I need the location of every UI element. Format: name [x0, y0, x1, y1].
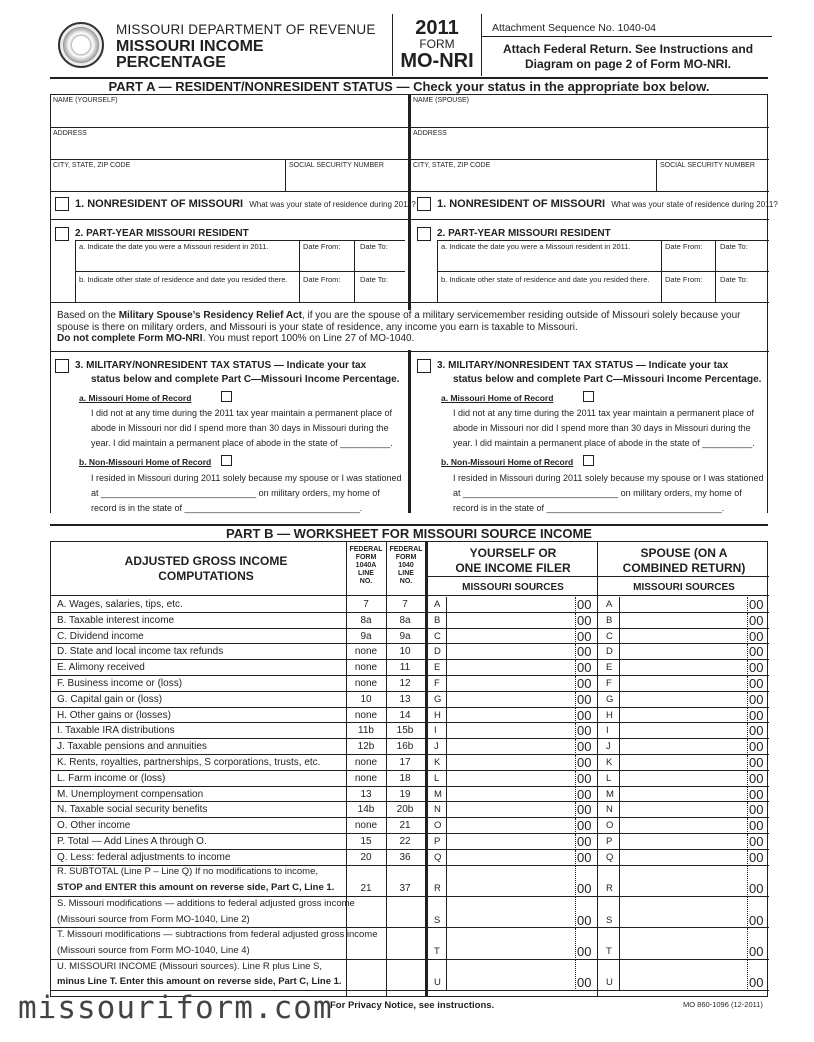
yourself-amount-input[interactable] [449, 677, 575, 690]
spouse-cents: 00 [749, 676, 764, 691]
part-year-checkbox[interactable] [55, 227, 69, 241]
row-label: (Missouri source from Form MO-1040, Line 2) [57, 913, 250, 925]
spouse-cents: 00 [749, 912, 764, 928]
row-letter: U [434, 977, 441, 989]
fed-1040a-line: 7 [363, 599, 369, 610]
form-id-box: 2011 FORM MO-NRI [392, 14, 482, 76]
name-spouse-label: NAME (SPOUSE) [413, 97, 470, 104]
watermark: missouriform.com [18, 990, 333, 1026]
spouse-part-year-checkbox[interactable] [417, 227, 431, 241]
spouse-mo-home-record-checkbox[interactable] [583, 391, 594, 402]
nonresident-label: 1. NONRESIDENT OF MISSOURI What was your state of residence during 2011? [75, 198, 416, 210]
yourself-cents: 00 [577, 943, 592, 959]
row-label: F. Business income or (loss) [57, 678, 183, 689]
spouse-amount-input[interactable] [622, 772, 746, 785]
row-label: (Missouri source from Form MO-1040, Line 4) [57, 944, 250, 956]
yourself-amount-input[interactable] [449, 709, 575, 722]
spouse-cents: 00 [749, 739, 764, 755]
fed-1040a-line: 8a [360, 614, 372, 626]
yourself-amount-input[interactable] [449, 598, 575, 611]
row-label: K. Rents, royalties, partnerships, S corporations, trusts, etc. [57, 757, 321, 768]
yourself-amount-input[interactable] [449, 788, 575, 801]
fed-1040-line: 10 [399, 646, 411, 658]
spouse-cents: 00 [749, 786, 764, 802]
yourself-amount-input[interactable] [449, 945, 575, 958]
fed-1040a-line: 10 [360, 693, 372, 705]
yourself-amount-input[interactable] [449, 740, 575, 753]
yourself-amount-input[interactable] [449, 835, 575, 848]
spouse-amount-input[interactable] [622, 661, 746, 674]
row-label: C. Dividend income [57, 630, 144, 642]
spouse-date-to-b: Date To: [720, 275, 748, 284]
worksheet-row [51, 629, 769, 645]
fed-1040a-line: 20 [360, 851, 372, 863]
ssn-label: SOCIAL SECURITY NUMBER [289, 162, 384, 169]
spouse-row-letter: N [606, 804, 613, 816]
fed-1040a-line: none [354, 646, 378, 658]
part-a-section [50, 95, 778, 513]
row-letter: Q [434, 851, 442, 863]
fed-1040-line: 16b [396, 741, 414, 753]
spouse-cents: 00 [749, 644, 764, 660]
spouse-row-letter: T [606, 945, 612, 957]
fed-1040-line: 20b [396, 804, 414, 816]
spouse-row-letter: B [606, 614, 613, 626]
spouse-address-label: ADDRESS [413, 130, 447, 137]
spouse-date-to-a: Date To: [720, 242, 748, 251]
yourself-cents: 00 [577, 802, 592, 818]
spouse-cents: 00 [749, 834, 764, 849]
row-letter: A [434, 599, 441, 610]
worksheet-row [51, 897, 769, 928]
yourself-cents: 00 [577, 770, 592, 786]
yourself-cents: 00 [577, 597, 592, 612]
fed-1040-line: 18 [399, 772, 411, 784]
fed-1040a-line: 9a [360, 630, 372, 642]
spouse-row-letter: G [606, 693, 614, 705]
spouse-cents: 00 [749, 597, 764, 612]
spouse-non-mo-home-record-label: b. Non-Missouri Home of Record [441, 457, 574, 467]
yourself-amount-input[interactable] [449, 819, 575, 832]
row-letter: P [434, 836, 441, 847]
spouse-cents: 00 [749, 612, 764, 628]
worksheet-row [51, 802, 769, 818]
spouse-amount-input[interactable] [622, 788, 746, 801]
worksheet-row [51, 960, 769, 991]
fed-1040-line: 12 [399, 678, 411, 689]
row-letter: T [434, 945, 440, 957]
fed-1040a-line: none [354, 757, 378, 768]
row-letter: C [434, 630, 441, 642]
name-yourself-label: NAME (YOURSELF) [53, 97, 118, 104]
state-seal-icon [58, 22, 104, 68]
row-label: R. SUBTOTAL (Line P – Line Q) If no modifications to income, [57, 866, 319, 878]
spouse-amount-input[interactable] [622, 851, 746, 864]
row-label: Q. Less: federal adjustments to income [57, 851, 231, 863]
city-label: CITY, STATE, ZIP CODE [53, 162, 131, 169]
spouse-part-year-b: b. Indicate other state of residence and date you resided there. [441, 275, 650, 284]
spouse-amount-input[interactable] [622, 724, 746, 737]
non-mo-home-record-checkbox[interactable] [221, 455, 232, 466]
yourself-amount-input[interactable] [449, 976, 575, 989]
row-label: P. Total — Add Lines A through O. [57, 836, 207, 847]
fed-1040a-line: none [354, 772, 378, 784]
fed-1040-line: 22 [399, 836, 411, 847]
row-letter: G [434, 693, 442, 705]
date-from-b: Date From: [303, 275, 341, 284]
mo-home-record-label: a. Missouri Home of Record [79, 393, 192, 403]
worksheet-row [51, 660, 769, 676]
spouse-cents: 00 [749, 881, 764, 897]
row-letter: O [434, 820, 442, 832]
yourself-cents: 00 [577, 691, 592, 707]
row-label: I. Taxable IRA distributions [57, 725, 175, 737]
spouse-row-letter: A [606, 599, 613, 610]
yourself-amount-input[interactable] [449, 851, 575, 864]
worksheet-row [51, 866, 769, 897]
attachment-sequence: Attachment Sequence No. 1040-04 [492, 22, 657, 34]
yourself-amount-input[interactable] [449, 693, 575, 706]
yourself-amount-input[interactable] [449, 756, 575, 769]
yourself-amount-input[interactable] [449, 630, 575, 643]
worksheet-rows [51, 597, 769, 997]
fed-1040-line: 36 [399, 851, 411, 863]
row-label: B. Taxable interest income [57, 614, 175, 626]
part-year-a: a. Indicate the date you were a Missouri resident in 2011. [79, 242, 269, 251]
fed-1040a-line: none [354, 820, 378, 832]
yourself-cents: 00 [577, 660, 592, 676]
spouse-amount-input[interactable] [622, 882, 746, 895]
spouse-row-letter: R [606, 883, 613, 895]
worksheet-row [51, 723, 769, 739]
fed-1040-line: 21 [399, 820, 411, 832]
dept-name: MISSOURI DEPARTMENT OF REVENUE [116, 22, 376, 37]
form-title: MISSOURI INCOME PERCENTAGE [116, 38, 264, 71]
spouse-row-letter: J [606, 741, 611, 753]
spouse-cents: 00 [749, 975, 764, 991]
yourself-cents: 00 [577, 707, 592, 723]
yourself-amount-input[interactable] [449, 645, 575, 658]
spouse-amount-input[interactable] [622, 756, 746, 769]
spouse-amount-input[interactable] [622, 976, 746, 989]
row-label: S. Missouri modifications — additions to federal adjusted gross income [57, 897, 355, 909]
row-letter: B [434, 614, 441, 626]
spouse-row-letter: M [606, 788, 614, 800]
spouse-military-checkbox[interactable] [417, 359, 431, 373]
worksheet-row [51, 755, 769, 771]
nonresident-checkbox[interactable] [55, 197, 69, 211]
spouse-row-letter: I [606, 725, 609, 737]
spouse-mo-sources: MISSOURI SOURCES [633, 582, 735, 593]
fed-1040a-line: 21 [360, 883, 372, 895]
fed-1040a-line: none [354, 678, 378, 689]
spouse-row-letter: S [606, 914, 613, 926]
row-label: STOP and ENTER this amount on reverse side, Part C, Line 1. [57, 882, 335, 894]
spouse-amount-input[interactable] [622, 598, 746, 611]
spouse-amount-input[interactable] [622, 914, 746, 927]
part-b-worksheet [50, 542, 768, 997]
worksheet-row [51, 787, 769, 803]
row-letter: H [434, 709, 441, 721]
fed-1040-line: 13 [399, 693, 411, 705]
spouse-cents: 00 [749, 802, 764, 818]
worksheet-row [51, 708, 769, 724]
row-letter: E [434, 662, 441, 674]
row-letter: N [434, 804, 441, 816]
address-label: ADDRESS [53, 130, 87, 137]
spouse-cents: 00 [749, 943, 764, 959]
spouse-cents: 00 [749, 691, 764, 707]
row-letter: J [434, 741, 439, 753]
spouse-amount-input[interactable] [622, 740, 746, 753]
row-label: G. Capital gain or (loss) [57, 693, 163, 705]
non-mo-home-record-label: b. Non-Missouri Home of Record [79, 457, 212, 467]
spouse-row-letter: O [606, 820, 614, 832]
yourself-cents: 00 [577, 739, 592, 755]
row-label: H. Other gains or (losses) [57, 709, 171, 721]
row-label: E. Alimony received [57, 662, 145, 674]
spouse-nonresident-label: 1. NONRESIDENT OF MISSOURI What was your state of residence during 2011? [437, 198, 778, 210]
fed-1040a-line: 13 [360, 788, 372, 800]
row-letter: F [434, 678, 440, 689]
row-letter: K [434, 757, 441, 768]
spouse-cents: 00 [749, 755, 764, 770]
part-a-title: PART A — RESIDENT/NONRESIDENT STATUS — Check your status in the appropriate box below. [50, 77, 768, 95]
spouse-mo-home-record-label: a. Missouri Home of Record [441, 393, 554, 403]
fed-1040-line: 37 [399, 883, 411, 895]
row-label: O. Other income [57, 820, 131, 832]
yourself-cents: 00 [577, 723, 592, 739]
yourself-cents: 00 [577, 975, 592, 991]
yourself-cents: 00 [577, 612, 592, 628]
yourself-heading: YOURSELF OR ONE INCOME FILER [455, 546, 571, 575]
military-note: Based on the Military Spouse’s Residency Relief Act, if you are the spouse of a military servicemember residing outside of Missouri solely because your spouse is there on military orders, and Missouri is your state of residence, any income you earn is taxable to Missouri. Do not complete Form MO-NRI. You must report 100% on Line 27 of MO-1040. [57, 310, 763, 350]
military-title: 3. MILITARY/NONRESIDENT TAX STATUS — Indicate your tax status below and complete Part C—Missouri Income Percentage. [75, 360, 400, 385]
worksheet-row [51, 597, 769, 613]
spouse-date-from-b: Date From: [665, 275, 703, 284]
spouse-amount-input[interactable] [622, 677, 746, 690]
yourself-cents: 00 [577, 881, 592, 897]
row-label: minus Line T. Enter this amount on reverse side, Part C, Line 1. [57, 976, 342, 988]
worksheet-row [51, 644, 769, 660]
yourself-cents: 00 [577, 849, 592, 865]
form-revision: MO 860-1096 (12-2011) [683, 1000, 763, 1009]
part-year-b: b. Indicate other state of residence and date you resided there. [79, 275, 288, 284]
spouse-cents: 00 [749, 818, 764, 834]
spouse-amount-input[interactable] [622, 709, 746, 722]
spouse-amount-input[interactable] [622, 945, 746, 958]
spouse-non-mo-home-record-text: I resided in Missouri during 2011 solely because my spouse or I was stationed at _______________________________ on military orders, my home of record is in the state of ___________________________________. [453, 473, 764, 513]
yourself-cents: 00 [577, 676, 592, 691]
spouse-row-letter: U [606, 977, 613, 989]
worksheet-row [51, 739, 769, 755]
yourself-amount-input[interactable] [449, 661, 575, 674]
spouse-amount-input[interactable] [622, 614, 746, 627]
spouse-part-year-label: 2. PART-YEAR MISSOURI RESIDENT [437, 228, 611, 239]
mo-home-record-checkbox[interactable] [221, 391, 232, 402]
spouse-row-letter: P [606, 836, 613, 847]
yourself-cents: 00 [577, 912, 592, 928]
row-letter: R [434, 883, 441, 895]
spouse-military-title: 3. MILITARY/NONRESIDENT TAX STATUS — Indicate your tax status below and complete Part C—Missouri Income Percentage. [437, 360, 762, 385]
spouse-row-letter: F [606, 678, 612, 689]
spouse-row-letter: D [606, 646, 613, 658]
attach-note: Attach Federal Return. See Instructions and Diagram on page 2 of Form MO-NRI. [502, 42, 754, 71]
fed-1040-heading: FEDERAL FORM 1040 LINE NO. [389, 546, 423, 585]
fed-1040-line: 9a [399, 630, 411, 642]
spouse-row-letter: K [606, 757, 613, 768]
spouse-cents: 00 [749, 849, 764, 865]
date-to-a: Date To: [360, 242, 388, 251]
spouse-row-letter: Q [606, 851, 614, 863]
fed-1040a-line: none [354, 662, 378, 674]
spouse-cents: 00 [749, 660, 764, 676]
fed-1040-line: 8a [399, 614, 411, 626]
spouse-row-letter: L [606, 772, 612, 784]
yourself-cents: 00 [577, 818, 592, 834]
row-label: T. Missouri modifications — subtractions from federal adjusted gross income [57, 929, 378, 941]
yourself-amount-input[interactable] [449, 614, 575, 627]
spouse-non-mo-home-record-checkbox[interactable] [583, 455, 594, 466]
spouse-row-letter: E [606, 662, 613, 674]
spouse-nonresident-checkbox[interactable] [417, 197, 431, 211]
fed-1040a-line: 15 [360, 836, 372, 847]
row-letter: D [434, 646, 441, 658]
fed-1040a-line: 11b [358, 725, 374, 737]
spouse-row-letter: H [606, 709, 613, 721]
row-label: D. State and local income tax refunds [57, 646, 224, 658]
row-label: J. Taxable pensions and annuities [57, 741, 207, 753]
spouse-row-letter: C [606, 630, 613, 642]
date-to-b: Date To: [360, 275, 388, 284]
yourself-amount-input[interactable] [449, 914, 575, 927]
fed-1040a-heading: FEDERAL FORM 1040A LINE NO. [349, 546, 383, 585]
spouse-cents: 00 [749, 770, 764, 786]
row-letter: L [434, 772, 440, 784]
part-year-label: 2. PART-YEAR MISSOURI RESIDENT [75, 228, 249, 239]
mo-home-record-text: I did not at any time during the 2011 tax year maintain a permanent place of abode in Missouri nor did I spend more than 30 days in Missouri during the year. I did maintain a permanent place of abode in the state of __________. [91, 408, 393, 448]
part-b-title: PART B — WORKSHEET FOR MISSOURI SOURCE INCOME [50, 524, 768, 542]
spouse-amount-input[interactable] [622, 835, 746, 848]
non-mo-home-record-text: I resided in Missouri during 2011 solely because my spouse or I was stationed at _______________________________ on military orders, my home of record is in the state of ___________________________________. [91, 473, 402, 513]
row-label: A. Wages, salaries, tips, etc. [57, 599, 183, 610]
spouse-cents: 00 [749, 723, 764, 739]
yourself-cents: 00 [577, 755, 592, 770]
worksheet-row [51, 928, 769, 959]
military-checkbox[interactable] [55, 359, 69, 373]
row-letter: M [434, 788, 442, 800]
fed-1040-line: 11 [399, 662, 411, 674]
worksheet-row [51, 771, 769, 787]
spouse-cents: 00 [749, 628, 764, 644]
yourself-mo-sources: MISSOURI SOURCES [462, 582, 564, 593]
worksheet-row [51, 818, 769, 834]
privacy-notice: For Privacy Notice, see instructions. [330, 1000, 495, 1011]
yourself-amount-input[interactable] [449, 772, 575, 785]
fed-1040a-line: none [354, 709, 378, 721]
yourself-amount-input[interactable] [449, 724, 575, 737]
spouse-date-from-a: Date From: [665, 242, 703, 251]
yourself-cents: 00 [577, 786, 592, 802]
row-label: L. Farm income or (loss) [57, 772, 166, 784]
date-from-a: Date From: [303, 242, 341, 251]
spouse-cents: 00 [749, 707, 764, 723]
spouse-city-label: CITY, STATE, ZIP CODE [413, 162, 491, 169]
spouse-amount-input[interactable] [622, 819, 746, 832]
fed-1040a-line: 12b [357, 741, 375, 753]
yourself-cents: 00 [577, 628, 592, 644]
worksheet-row [51, 834, 769, 850]
yourself-cents: 00 [577, 644, 592, 660]
spouse-amount-input[interactable] [622, 693, 746, 706]
yourself-amount-input[interactable] [449, 803, 575, 816]
spouse-amount-input[interactable] [622, 803, 746, 816]
row-letter: I [434, 725, 437, 737]
worksheet-row [51, 676, 769, 692]
spouse-amount-input[interactable] [622, 645, 746, 658]
worksheet-row [51, 613, 769, 629]
fed-1040a-line: 14b [357, 804, 375, 816]
spouse-mo-home-record-text: I did not at any time during the 2011 tax year maintain a permanent place of abode in Missouri nor did I spend more than 30 days in Missouri during the year. I did maintain a permanent place of abode in the state of __________. [453, 408, 755, 448]
agi-heading: ADJUSTED GROSS INCOME COMPUTATIONS [124, 554, 288, 583]
worksheet-row [51, 692, 769, 708]
spouse-amount-input[interactable] [622, 630, 746, 643]
yourself-cents: 00 [577, 834, 592, 849]
fed-1040-line: 7 [402, 599, 408, 610]
spouse-ssn-label: SOCIAL SECURITY NUMBER [660, 162, 755, 169]
yourself-amount-input[interactable] [449, 882, 575, 895]
fed-1040-line: 15b [396, 725, 414, 737]
spouse-part-year-a: a. Indicate the date you were a Missouri resident in 2011. [441, 242, 631, 251]
row-label: M. Unemployment compensation [57, 788, 204, 800]
row-label: U. MISSOURI INCOME (Missouri sources). Line R plus Line S, [57, 960, 323, 972]
fed-1040-line: 19 [399, 788, 411, 800]
fed-1040-line: 14 [399, 709, 411, 721]
spouse-heading: SPOUSE (ON A COMBINED RETURN) [622, 546, 746, 575]
row-letter: S [434, 914, 441, 926]
row-label: N. Taxable social security benefits [57, 804, 208, 816]
fed-1040-line: 17 [399, 757, 411, 768]
worksheet-row [51, 850, 769, 866]
